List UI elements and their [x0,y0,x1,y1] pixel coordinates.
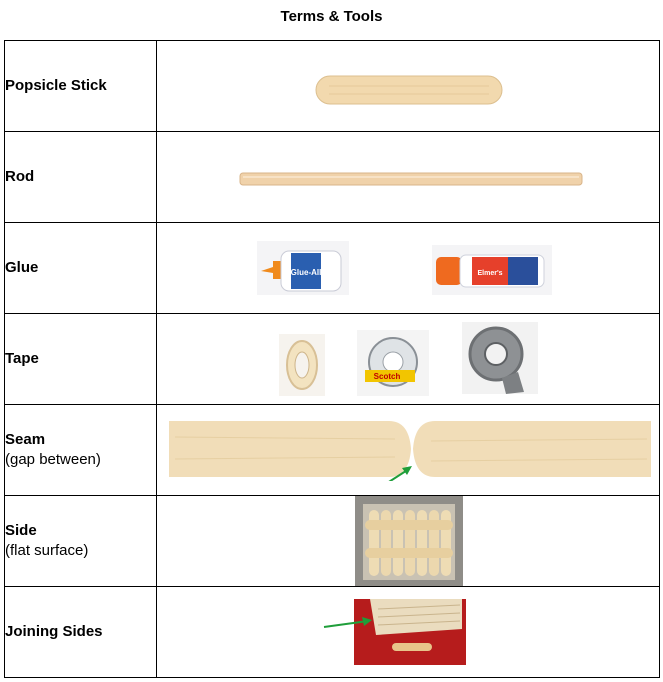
table-row [5,587,660,678]
scotch-label: Scotch [373,372,401,381]
duct-tape-image [462,322,538,394]
table-row [5,132,660,223]
masking-tape-image [279,334,325,396]
stick-panel-image [355,496,463,586]
glue-stick-image [432,245,552,295]
terms-table [4,40,660,678]
term-label: Joining Sides [5,622,103,640]
elmers-label: Elmer's [477,270,503,277]
glue-all-label: Glue-All [290,268,322,277]
popsicle-stick-image [315,75,503,105]
white-glue-bottle-image [257,241,349,295]
term-label: Glue [5,258,39,276]
table-row [5,314,660,405]
wooden-rod-image [239,172,583,186]
term-label: Popsicle Stick [5,76,107,94]
term-sublabel: (gap between) [5,451,101,468]
table-row [5,496,660,587]
seam-image [169,419,651,481]
table-row [5,223,660,314]
term-label: Side [5,521,37,539]
table-row [5,405,660,496]
term-label: Rod [5,167,35,185]
scotch-tape-dispenser-image [357,330,429,396]
term-label: Tape [5,349,39,367]
term-label: Seam [5,430,46,448]
joining-sides-image [322,599,468,667]
table-row [5,41,660,132]
page-title: Terms & Tools [280,8,383,25]
term-sublabel: (flat surface) [5,542,89,559]
